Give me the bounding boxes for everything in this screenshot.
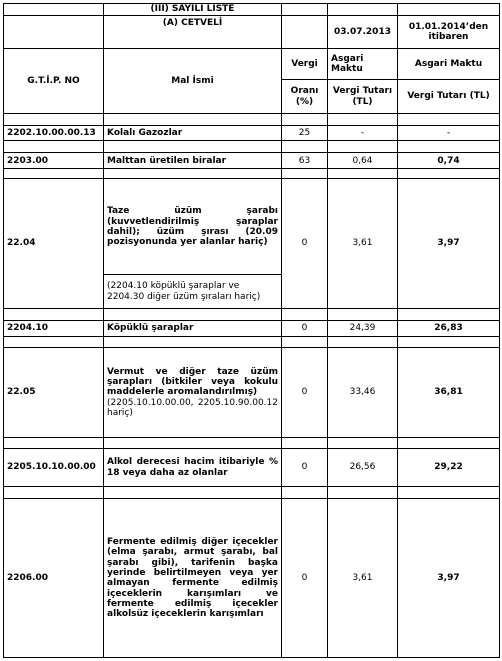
new-amount-cell: 0,74 [398,153,500,169]
empty-cell [282,15,328,48]
rate-cell: 25 [282,126,328,141]
col-header-vergi: Vergi [282,49,328,80]
table-row [4,179,500,275]
old-amount-cell: 33,46 [328,348,398,438]
schedule-title: (A) CETVELİ [104,15,282,48]
new-amount-cell: 3,97 [398,499,500,658]
gtip-cell: 2206.00 [4,499,104,658]
col-header-gtip: G.T.İ.P. NO [4,49,104,114]
old-amount-cell: 26,56 [328,449,398,487]
table-row [4,348,500,438]
old-amount-cell: - [328,126,398,141]
table-row [4,499,500,658]
new-amount-cell: 29,22 [398,449,500,487]
date-new: 01.01.2014’den itibaren [398,15,500,48]
col-header-asgari-new: Asgari Maktu [398,49,500,80]
tax-list-table [3,3,500,658]
empty-cell [398,4,500,16]
old-amount-cell: 3,61 [328,499,398,658]
old-amount-cell: 3,61 [328,179,398,308]
mal-ismi-note: (2204.10 köpüklü şaraplar ve 2204.30 diğer üzüm şıraları hariç) [104,275,282,308]
col-header-mal-ismi: Mal İsmi [104,49,282,114]
gtip-cell: 22.05 [4,348,104,438]
table-row [4,126,500,141]
empty-cell [328,4,398,16]
gtip-cell: 2202.10.00.00.13 [4,126,104,141]
mal-ismi-cell: Taze üzüm şarabı (kuvvetlendirilmiş şaraplar dahil); üzüm şırası (20.09 pozisyonunda yer alanlar hariç) [104,179,282,275]
empty-cell [4,4,104,16]
rate-cell: 0 [282,321,328,337]
mal-ismi-cell: Fermente edilmiş diğer içecekler (elma şarabı, armut şarabı, bal şarabı gibi), tarifenin başka yerinde belirtilmeyen veya yer almayan fermente edilmiş içeceklerin karışımları ve fermente edilmiş içecekler alkolsüz içeceklerin karışımları [104,499,282,658]
table-row [4,449,500,487]
col-header-vergi-tutari-new: Vergi Tutarı (TL) [398,80,500,113]
empty-cell [282,4,328,16]
new-amount-cell: 36,81 [398,348,500,438]
mal-ismi-cell [104,348,282,438]
mal-ismi-note: (2205.10.10.00.00, 2205.10.90.00.12 hariç) [107,397,278,419]
mal-ismi-cell: Alkol derecesi hacim itibariyle % 18 veya daha az olanlar [104,449,282,487]
mal-ismi-text: Vermut ve diğer taze üzüm şarapları (bitkiler veya kokulu maddelerle aromalandırılmış) [107,366,278,398]
col-header-oran: Oranı (%) [282,80,328,113]
gtip-cell: 2204.10 [4,321,104,337]
new-amount-cell: 3,97 [398,179,500,308]
new-amount-cell: - [398,126,500,141]
new-amount-cell: 26,83 [398,321,500,337]
empty-cell [4,15,104,48]
date-old: 03.07.2013 [328,15,398,48]
old-amount-cell: 24,39 [328,321,398,337]
mal-ismi-cell: Malttan üretilen biralar [104,153,282,169]
gtip-cell: 22.04 [4,179,104,308]
col-header-vergi-tutari-old: Vergi Tutarı (TL) [328,80,398,113]
table-row [4,321,500,337]
rate-cell: 63 [282,153,328,169]
mal-ismi-cell: Kolalı Gazozlar [104,126,282,141]
rate-cell: 0 [282,499,328,658]
rate-cell: 0 [282,348,328,438]
table-row [4,153,500,169]
col-header-asgari-old: Asgari Maktu [328,49,398,80]
old-amount-cell: 0,64 [328,153,398,169]
list-title: (III) SAYILI LİSTE [104,4,282,16]
gtip-cell: 2205.10.10.00.00 [4,449,104,487]
rate-cell: 0 [282,449,328,487]
rate-cell: 0 [282,179,328,308]
gtip-cell: 2203.00 [4,153,104,169]
mal-ismi-cell: Köpüklü şaraplar [104,321,282,337]
